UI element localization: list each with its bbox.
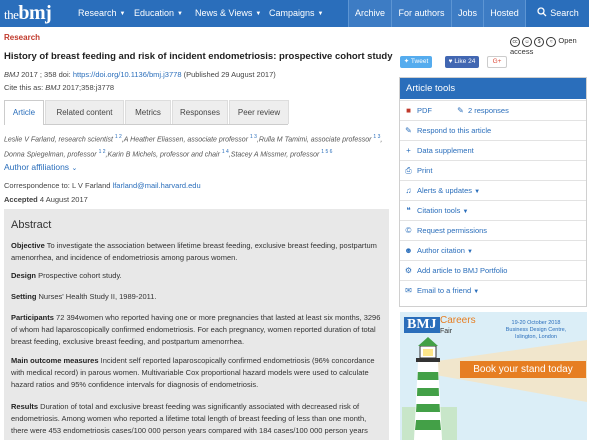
responses-link[interactable]: 2 responses [468, 106, 509, 115]
respond-icon: ✎ [405, 126, 412, 135]
article-tools-panel [399, 77, 587, 307]
tool-respond[interactable]: ✎ Respond to this article [400, 120, 586, 141]
author-list: Leslie V Farland, research scientist $^{1 2}$,A Heather Eliassen, associate professor $^{1 3}$,Rulla M Tamimi, associate professor $^{1 3}$, Donna Spiegelman, professor $^{1 2}$,Karin B Michels, professor and chair $^{1 4}$,Stacey A Missmer, professor $^{1 5 6}$ [4, 134, 383, 159]
google-plus-button[interactable]: G+ [487, 56, 507, 68]
thumbs-up-icon: ♥ [448, 58, 453, 65]
author-name[interactable]: Leslie V Farland, research scientist [4, 136, 113, 144]
chevron-down-icon: ▼ [473, 289, 480, 295]
search-icon [537, 7, 547, 17]
accepted-date: Accepted 4 August 2017 [4, 195, 88, 204]
bell-icon: ♫ [405, 186, 412, 195]
comment-icon: ✎ [457, 106, 464, 115]
nav-research[interactable]: Research ▼ [78, 8, 126, 18]
author-affiliations-toggle[interactable]: Author affiliations ⌄ [4, 162, 78, 172]
citation-icon: ❝ [406, 206, 411, 215]
user-icon: ☻ [404, 246, 413, 255]
nav-for-authors[interactable]: For authors [391, 0, 451, 27]
attribution-icon: ☺ [522, 37, 532, 47]
tab-related-content[interactable]: Related content [45, 100, 124, 124]
chevron-down-icon: ▼ [474, 189, 481, 195]
author-name[interactable]: ,Rulla M Tamimi, associate professor [256, 136, 372, 144]
bmj-careers-logo: BMJ [404, 317, 440, 333]
creative-commons-icon: cc [510, 37, 520, 47]
copyright-icon: © [405, 226, 412, 235]
abstract-panel [4, 209, 389, 440]
top-navigation-bar [0, 0, 589, 27]
author-name[interactable]: ,Karin B Michels, professor and chair [105, 151, 220, 159]
careers-fair-advert[interactable] [400, 312, 587, 440]
open-access-icon: ≈ [546, 37, 556, 47]
tool-citation[interactable]: ❝ Citation tools ▼ [400, 200, 586, 221]
article-tabs [4, 100, 288, 125]
citation-line: BMJ 2017 ; 358 doi: https://doi.org/10.1136/bmj.j3778 (Published 29 August 2017) [4, 70, 276, 79]
abstract-outcome-measures: Main outcome measures Incident self reported laparoscopically confirmed endometriosis (96% concordance with medical record) in parous women. Multivariable Cox proportional hazard models were used to calculate hazard ratios and 95% confidence intervals for diagnosis of endometriosis. [11, 356, 375, 389]
abstract-setting: Setting Nurses' Health Study II, 1989-2011. [11, 292, 157, 301]
nav-news-views[interactable]: News & Views ▼ [195, 8, 262, 18]
bmj-logo[interactable]: thebmj [4, 2, 52, 24]
ad-fair-text: Fair [440, 328, 453, 335]
chevron-down-icon: ▼ [255, 11, 262, 17]
email-icon: ✉ [405, 286, 412, 295]
tool-email-friend[interactable]: ✉ Email to a friend ▼ [400, 280, 586, 301]
ad-event-details: 19-20 October 2018 Business Design Centre, Islington, London [505, 320, 567, 340]
print-icon: ⎙ [405, 166, 412, 175]
abstract-results: Results Duration of total and exclusive breast feeding was significantly associated with decreased risk of endometriosis. Among women who reported a lifetime total length of breast feeding of less than one month, there were 453 endometriosis cases/100 000 person years compared with 184 cases/100 000 person years [11, 402, 368, 435]
abstract-participants: Participants 72 394women who reported having one or more pregnancies that lasted at least six months, 3296 of whom had laparoscopically confirmed endometriosis. For each pregnancy, women reported duration of total breast feeding, exclusive breast feeding, and postpartum amenorrhea. [11, 313, 381, 346]
article-title: History of breast feeding and risk of incident endometriosis: prospective cohort study [4, 51, 393, 62]
tweet-button[interactable]: ✦ Tweet [400, 56, 432, 68]
chevron-down-icon: ▼ [317, 11, 324, 17]
noncommercial-icon: $ [534, 37, 544, 47]
section-label[interactable]: Research [4, 33, 41, 42]
doi-link[interactable]: https://doi.org/10.1136/bmj.j3778 [72, 70, 182, 79]
plus-icon: + [406, 146, 411, 155]
tool-print[interactable]: ⎙ Print [400, 160, 586, 181]
facebook-like-button[interactable]: ♥ Like 24 [445, 56, 479, 68]
book-stand-banner[interactable]: Book your stand today [460, 361, 586, 378]
portfolio-icon: ⚙ [404, 266, 413, 275]
license-info[interactable]: cc ☺ $ ≈ Open access [510, 36, 577, 56]
abstract-heading: Abstract [11, 219, 52, 231]
pdf-icon: ■ [406, 106, 411, 115]
chevron-down-icon: ⌄ [71, 165, 78, 172]
tool-pdf[interactable]: ■ PDF ✎ 2 responses [400, 100, 586, 121]
chevron-down-icon: ▼ [462, 209, 469, 215]
nav-campaigns[interactable]: Campaigns ▼ [269, 8, 324, 18]
abstract-objective: Objective To investigate the association between lifetime breast feeding, exclusive breast feeding, postpartum amenorrhea, and incidence of endometriosis among parous women. [11, 241, 377, 262]
author-name[interactable]: ,Stacey A Missmer, professor [228, 151, 320, 159]
nav-education[interactable]: Education ▼ [134, 8, 183, 18]
article-tools-heading: Article tools [400, 78, 586, 99]
tool-data-supplement[interactable]: + Data supplement [400, 140, 586, 161]
tool-add-portfolio[interactable]: ⚙ Add article to BMJ Portfolio [400, 260, 586, 281]
correspondence: Correspondence to: L V Farland lfarland@mail.harvard.edu [4, 181, 201, 190]
author-name[interactable]: ,A Heather Eliassen, associate professor [121, 136, 249, 144]
twitter-icon: ✦ [403, 58, 410, 65]
chevron-down-icon: ▼ [119, 11, 126, 17]
abstract-design: Design Prospective cohort study. [11, 271, 122, 280]
nav-archive[interactable]: Archive [348, 0, 391, 27]
tab-metrics[interactable]: Metrics [125, 100, 171, 124]
tab-article[interactable]: Article [4, 100, 44, 125]
tool-author-citation[interactable]: ☻ Author citation ▼ [400, 240, 586, 261]
author-name[interactable]: Donna Spiegelman, professor [4, 151, 97, 159]
chevron-down-icon: ▼ [467, 249, 473, 255]
chevron-down-icon: ▼ [177, 11, 183, 17]
tab-peer-review[interactable]: Peer review [229, 100, 289, 124]
tool-alerts[interactable]: ♫ Alerts & updates ▼ [400, 180, 586, 201]
tab-responses[interactable]: Responses [172, 100, 228, 124]
ad-careers-text: Careers [440, 315, 476, 326]
nav-jobs[interactable]: Jobs [451, 0, 483, 27]
nav-hosted[interactable]: Hosted [483, 0, 525, 27]
search-button[interactable]: Search [525, 0, 589, 27]
correspondence-email-link[interactable]: lfarland@mail.harvard.edu [112, 181, 201, 190]
tool-permissions[interactable]: © Request permissions [400, 220, 586, 241]
cite-as-line: Cite this as: BMJ 2017;358:j3778 [4, 83, 115, 92]
